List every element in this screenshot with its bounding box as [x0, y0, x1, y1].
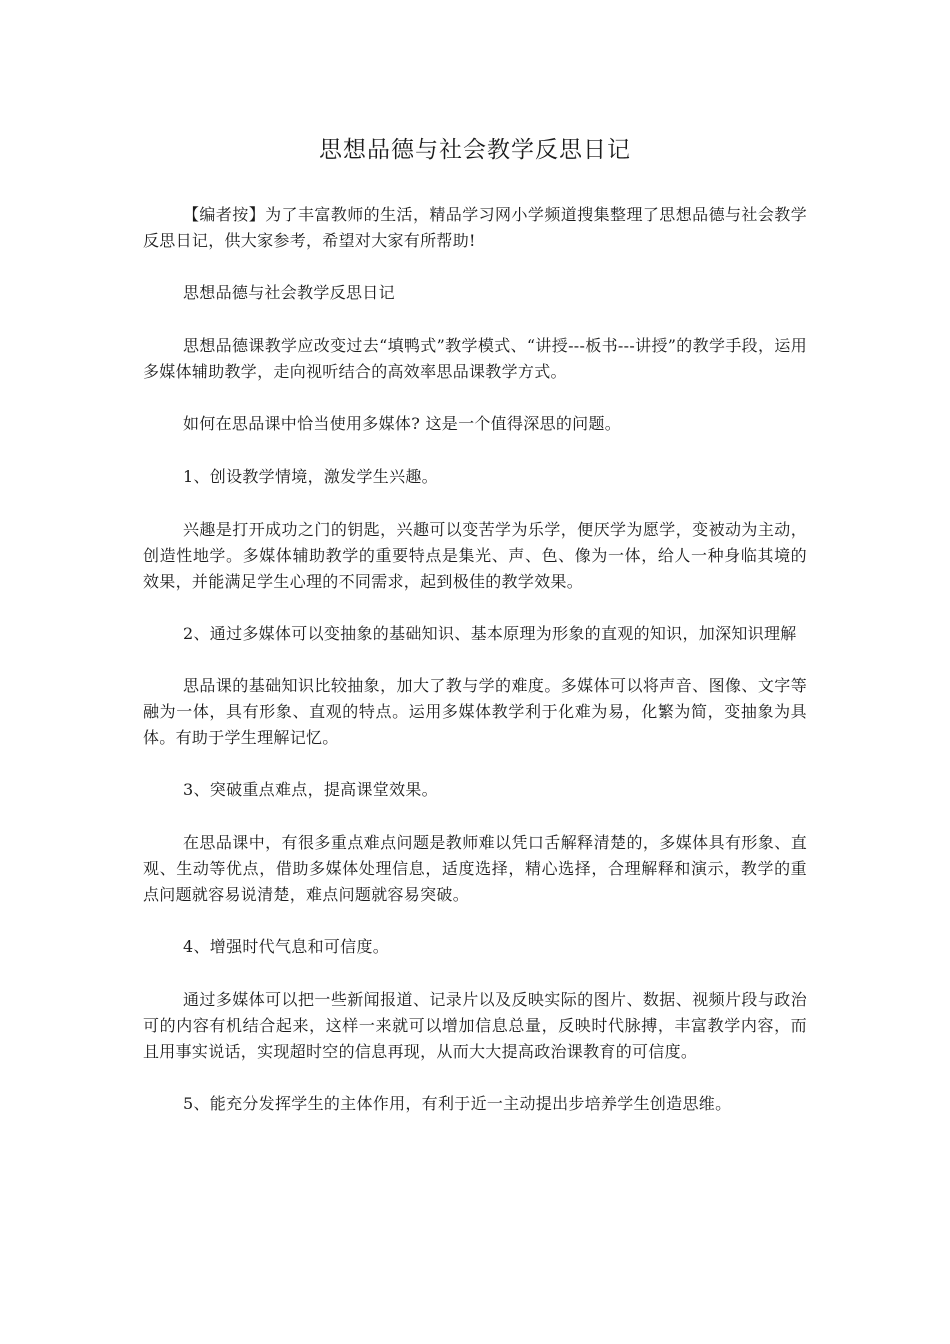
point-heading-3: 3、突破重点难点，提高课堂效果。 [183, 780, 438, 799]
section-title: 思想品德与社会教学反思日记 [183, 283, 395, 302]
point-heading-2: 2、通过多媒体可以变抽象的基础知识、基本原理为形象的直观的知识，加深知识理解 [183, 624, 797, 643]
body-paragraph: 思想品德课教学应改变过去“填鸭式”教学模式、“讲授---板书---讲授”的教学手段，运用多媒体辅助教学，走向视听结合的高效率思品课教学方式。 [143, 336, 807, 381]
document-title: 思想品德与社会教学反思日记 [319, 137, 631, 163]
document-body [143, 202, 807, 1143]
body-paragraph: 思品课的基础知识比较抽象，加大了教与学的难度。多媒体可以将声音、图像、文字等融为一体，具有形象、直观的特点。运用多媒体教学利于化难为易，化繁为简，变抽象为具体。有助于学生理解记忆。 [143, 676, 807, 747]
point-heading-4: 4、增强时代气息和可信度。 [183, 937, 390, 956]
point-heading-5: 5、能充分发挥学生的主体作用，有利于近一主动提出步培养学生创造思维。 [183, 1094, 732, 1113]
body-paragraph: 在思品课中，有很多重点难点问题是教师难以凭口舌解释清楚的，多媒体具有形象、直观、生动等优点，借助多媒体处理信息，适度选择，精心选择，合理解释和演示，教学的重点问题就容易说清楚，难点问题就容易突破。 [143, 833, 807, 904]
body-paragraph: 如何在思品课中恰当使用多媒体? 这是一个值得深思的问题。 [183, 414, 622, 433]
point-heading-1: 1、创设教学情境，激发学生兴趣。 [183, 467, 438, 486]
editor-note-paragraph: 【编者按】为了丰富教师的生活，精品学习网小学频道搜集整理了思想品德与社会教学反思日记，供大家参考，希望对大家有所帮助! [143, 205, 807, 250]
body-paragraph: 通过多媒体可以把一些新闻报道、记录片以及反映实际的图片、数据、视频片段与政治可的内容有机结合起来，这样一来就可以增加信息总量，反映时代脉搏，丰富教学内容，而且用事实说话，实现超时空的信息再现，从而大大提高政治课教育的可信度。 [143, 990, 807, 1061]
body-paragraph: 兴趣是打开成功之门的钥匙，兴趣可以变苦学为乐学，便厌学为愿学，变被动为主动，创造性地学。多媒体辅助教学的重要特点是集光、声、色、像为一体，给人一种身临其境的效果，并能满足学生心理的不同需求，起到极佳的教学效果。 [143, 520, 807, 591]
